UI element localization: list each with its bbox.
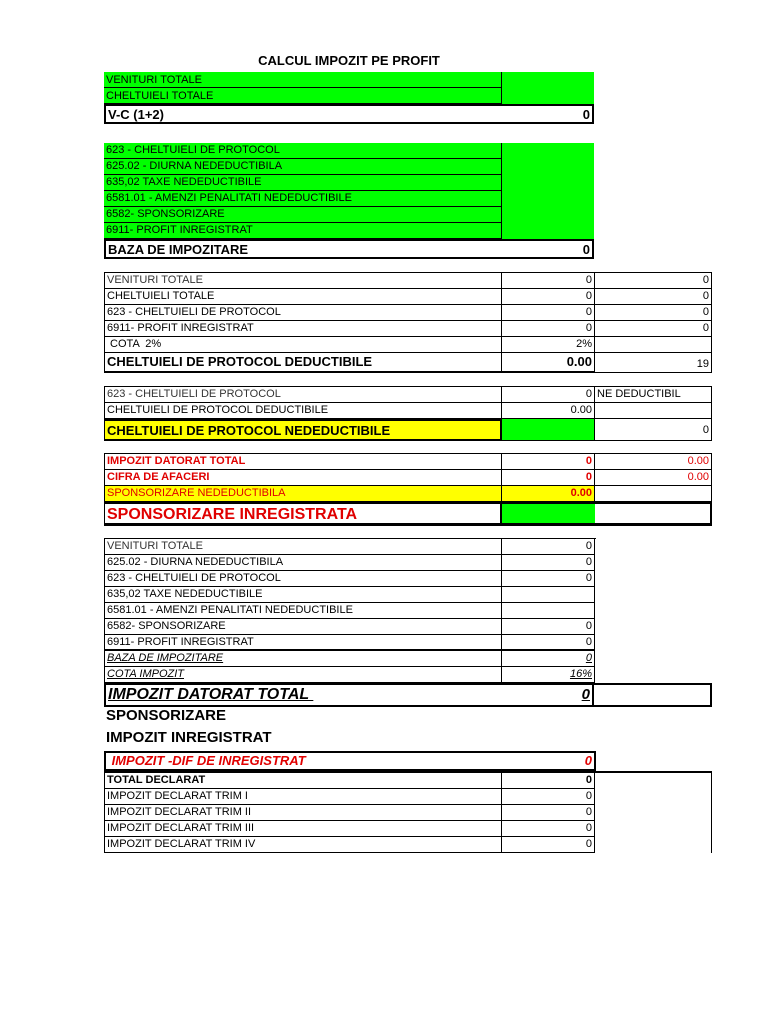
total-label: CHELTUIELI DE PROTOCOL NEDEDUCTIBILE [105, 419, 502, 441]
row-value [502, 72, 594, 88]
total-value-2: 19 [595, 353, 712, 373]
total-label: SPONSORIZARE INREGISTRATA [105, 502, 502, 525]
table-row [105, 587, 596, 603]
table-row [104, 207, 594, 223]
total-row [105, 419, 712, 441]
row-value: 0 [502, 555, 595, 571]
table-row [104, 837, 712, 853]
row-label: 6582- SPONSORIZARE [105, 619, 502, 635]
row-label: 6581.01 - AMENZI PENALITATI NEDEDUCTIBILE [105, 603, 502, 619]
total-value-2: 0 [595, 419, 712, 441]
block-impozit-declarat [104, 751, 712, 853]
row-label: COTA IMPOZIT [105, 667, 502, 683]
row-label: VENITURI TOTALE [105, 273, 502, 289]
row-value-1: 0.00 [502, 403, 595, 419]
row-label: CHELTUIELI TOTALE [105, 289, 502, 305]
total-value-extra [594, 685, 710, 705]
row-label: COTA 2% [105, 337, 502, 353]
row-value [502, 207, 594, 223]
row-extra [595, 821, 712, 837]
block-impozit-datorat [104, 538, 712, 707]
table-row [105, 337, 712, 353]
table-row [105, 486, 712, 502]
row-value: 0 [502, 805, 595, 821]
table-row [105, 651, 596, 667]
total-value: 0 [582, 242, 590, 257]
total-value-1 [502, 419, 595, 441]
total-label: V-C (1+2) [108, 107, 164, 122]
table-row [104, 821, 712, 837]
row-value-1: 0 [502, 454, 595, 470]
row-label: 625.02 - DIURNA NEDEDUCTIBILA [104, 159, 502, 175]
dif-label: IMPOZIT -DIF DE INREGISTRAT [108, 753, 306, 768]
row-value-2 [595, 403, 712, 419]
total-value-1: 0.00 [502, 353, 595, 373]
row-value-1: 0 [502, 321, 595, 337]
row-label: IMPOZIT DECLARAT TRIM I [105, 789, 502, 805]
sponsorizare-label: SPONSORIZARE [106, 707, 227, 724]
row-value [502, 88, 594, 104]
row-label: 635,02 TAXE NEDEDUCTIBILE [105, 587, 502, 603]
row-label: 623 - CHELTUIELI DE PROTOCOL [105, 571, 502, 587]
block-baza-impozitare [104, 143, 594, 259]
row-extra [595, 773, 712, 789]
total-value-2 [595, 502, 712, 525]
row-value [502, 587, 595, 603]
row-label: IMPOZIT DECLARAT TRIM III [105, 821, 502, 837]
row-value-2 [595, 337, 712, 353]
row-value-2: 0 [595, 273, 712, 289]
row-label: IMPOZIT DECLARAT TRIM II [105, 805, 502, 821]
table-row [104, 805, 712, 821]
row-value [502, 223, 594, 239]
impozit-inregistrat-label: IMPOZIT INREGISTRAT [106, 729, 272, 746]
dif-row [104, 751, 596, 771]
total-label: CHELTUIELI DE PROTOCOL DEDUCTIBILE [105, 353, 502, 373]
table-row [104, 159, 594, 175]
row-value [502, 143, 594, 159]
row-extra [595, 789, 712, 805]
row-label: 6911- PROFIT INREGISTRAT [104, 223, 502, 239]
row-value-1: 0 [502, 305, 595, 321]
row-value: 0 [502, 773, 595, 789]
row-value: 0 [502, 651, 595, 667]
row-value-2: 0 [595, 305, 712, 321]
block-sponsorizare [104, 453, 712, 526]
row-value-1: 2% [502, 337, 595, 353]
row-value-2: 0.00 [595, 470, 712, 486]
table-row [104, 88, 594, 104]
row-value [502, 159, 594, 175]
row-extra [595, 805, 712, 821]
row-label: IMPOZIT DATORAT TOTAL [105, 454, 502, 470]
row-extra [595, 837, 712, 853]
dif-value: 0 [584, 753, 592, 768]
row-value-2: 0 [595, 321, 712, 337]
table-row [105, 539, 596, 555]
row-value-1: 0 [502, 273, 595, 289]
total-value: 0 [500, 685, 594, 705]
row-value: 0 [502, 571, 595, 587]
row-label: BAZA DE IMPOZITARE [105, 651, 502, 667]
table-row [105, 603, 596, 619]
row-value: 0 [502, 635, 595, 651]
row-value-2: 0 [595, 289, 712, 305]
row-value-1: 0.00 [502, 486, 595, 502]
table-row [105, 305, 712, 321]
block-protocol-deductibil [104, 272, 712, 373]
table-row [105, 571, 596, 587]
row-value [502, 603, 595, 619]
table-row [104, 223, 594, 239]
row-value: 0 [502, 821, 595, 837]
table-row [105, 555, 596, 571]
row-value-1: 0 [502, 470, 595, 486]
table-row [105, 619, 596, 635]
table-row [104, 175, 594, 191]
table-row [104, 191, 594, 207]
table-row [105, 454, 712, 470]
row-label: 625.02 - DIURNA NEDEDUCTIBILA [105, 555, 502, 571]
table-row [105, 273, 712, 289]
row-label: TOTAL DECLARAT [105, 773, 502, 789]
row-label: SPONSORIZARE NEDEDUCTIBILA [105, 486, 502, 502]
table-row [105, 667, 596, 683]
table-row [105, 635, 596, 651]
total-label: IMPOZIT DATORAT TOTAL [108, 686, 314, 703]
row-value: 0 [502, 539, 595, 555]
row-label: CIFRA DE AFACERI [105, 470, 502, 486]
table-row [105, 289, 712, 305]
row-value-1: 0 [502, 387, 595, 403]
table-row [105, 470, 712, 486]
total-row [105, 502, 712, 526]
row-label: CHELTUIELI DE PROTOCOL DEDUCTIBILE [105, 403, 502, 419]
block-protocol-nedeductibil [104, 386, 712, 441]
row-label: 623 - CHELTUIELI DE PROTOCOL [105, 387, 502, 403]
total-row [104, 104, 594, 124]
page-title: CALCUL IMPOZIT PE PROFIT [258, 53, 440, 68]
table-row [105, 403, 712, 419]
total-label: BAZA DE IMPOZITARE [108, 242, 249, 257]
row-value [502, 191, 594, 207]
total-value: 0 [582, 107, 590, 122]
row-value-1: 0 [502, 289, 595, 305]
total-row [105, 353, 712, 373]
row-label: 6911- PROFIT INREGISTRAT [105, 321, 502, 337]
total-row [104, 239, 594, 259]
table-row [104, 789, 712, 805]
row-label: 6582- SPONSORIZARE [104, 207, 502, 223]
row-label: CHELTUIELI TOTALE [104, 88, 502, 104]
row-label: VENITURI TOTALE [104, 72, 502, 88]
row-label: 623 - CHELTUIELI DE PROTOCOL [105, 305, 502, 321]
row-value [502, 175, 594, 191]
row-label: IMPOZIT DECLARAT TRIM IV [105, 837, 502, 853]
table-row [105, 321, 712, 337]
row-value: 0 [502, 789, 595, 805]
row-value-2: 0.00 [595, 454, 712, 470]
row-value: 16% [502, 667, 595, 683]
row-value-2 [595, 486, 712, 502]
table-row [104, 72, 594, 88]
row-label: 623 - CHELTUIELI DE PROTOCOL [104, 143, 502, 159]
block-venituri-cheltuieli [104, 72, 594, 124]
table-row [104, 773, 712, 789]
total-row [104, 683, 712, 707]
row-label: 6911- PROFIT INREGISTRAT [105, 635, 502, 651]
row-label: 635,02 TAXE NEDEDUCTIBILE [104, 175, 502, 191]
row-label: 6581.01 - AMENZI PENALITATI NEDEDUCTIBILE [104, 191, 502, 207]
row-value: 0 [502, 837, 595, 853]
total-value-1 [502, 502, 595, 525]
row-value: 0 [502, 619, 595, 635]
table-row [105, 387, 712, 403]
table-row [104, 143, 594, 159]
row-value-2: NE DEDUCTIBIL [595, 387, 712, 403]
row-label: VENITURI TOTALE [105, 539, 502, 555]
